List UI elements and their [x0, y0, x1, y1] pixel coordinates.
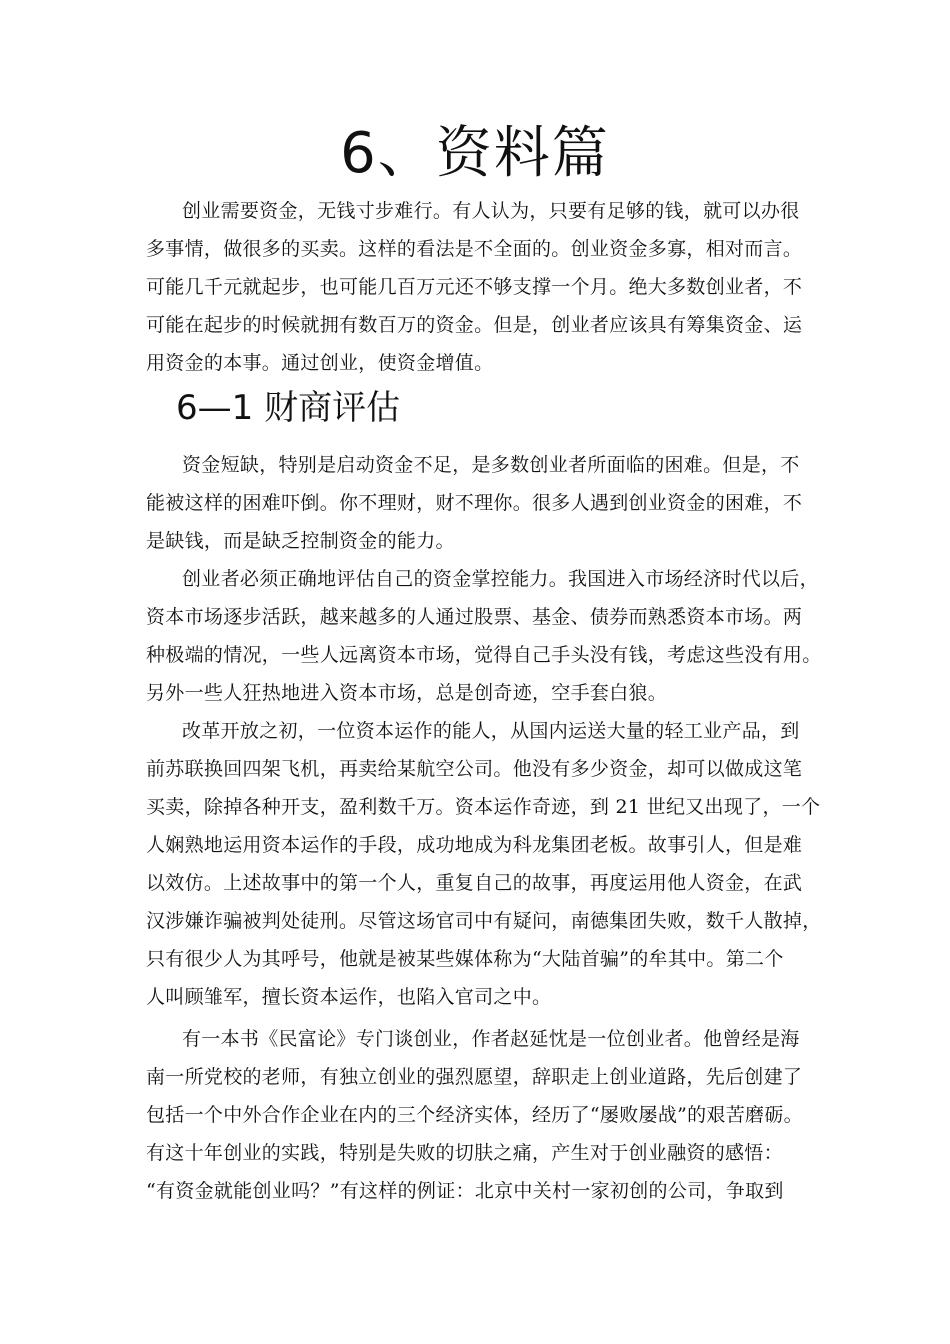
- body-line: 前苏联换回四架飞机，再卖给某航空公司。他没有多少资金，却可以做成这笔: [146, 758, 803, 780]
- intro-line: 可能在起步的时候就拥有数百万的资金。但是，创业者应该具有筹集资金、运: [146, 314, 803, 336]
- body-line: 改革开放之初，一位资本运作的能人，从国内运送大量的轻工业产品，到: [182, 720, 800, 742]
- intro-line: 用资金的本事。通过创业，使资金增值。: [146, 352, 494, 374]
- body-line: 资本市场逐步活跃，越来越多的人通过股票、基金、债券而熟悉资本市场。两: [146, 606, 803, 628]
- body-line: 以效仿。上述故事中的第一个人，重复自己的故事，再度运用他人资金，在武: [146, 872, 803, 894]
- body-line: 资金短缺，特别是启动资金不足，是多数创业者所面临的困难。但是，不: [182, 454, 800, 476]
- body-line: 另外一些人狂热地进入资本市场，总是创奇迹，空手套白狼。: [146, 682, 668, 704]
- body-line: 是缺钱，而是缺乏控制资金的能力。: [146, 530, 455, 552]
- section-heading: 6—1 财商评估: [176, 388, 401, 428]
- intro-line: 创业需要资金，无钱寸步难行。有人认为，只要有足够的钱，就可以办很: [182, 200, 800, 222]
- body-line: 能被这样的困难吓倒。你不理财，财不理你。很多人遇到创业资金的困难，不: [146, 492, 803, 514]
- body-line: 种极端的情况，一些人远离资本市场，觉得自己手头没有钱，考虑这些没有用。: [146, 644, 822, 666]
- body-line: 创业者必须正确地评估自己的资金掌控能力。我国进入市场经济时代以后，: [182, 568, 819, 590]
- body-line: 只有很少人为其呼号，他就是被某些媒体称为“大陆首骗”的牟其中。第二个: [146, 948, 784, 970]
- body-line: 南一所党校的老师，有独立创业的强烈愿望，辞职走上创业道路，先后创建了: [146, 1066, 803, 1088]
- body-line: 买卖，除掉各种开支，盈利数千万。资本运作奇迹，到 21 世纪又出现了，一个: [146, 796, 821, 818]
- body-line: 人叫顾雏军，擅长资本运作，也陷入官司之中。: [146, 986, 552, 1008]
- body-line: 有这十年创业的实践，特别是失败的切肤之痛，产生对于创业融资的感悟：: [146, 1142, 783, 1164]
- body-line: 人娴熟地运用资本运作的手段，成功地成为科龙集团老板。故事引人，但是难: [146, 834, 803, 856]
- body-line: 有一本书《民富论》专门谈创业，作者赵延忱是一位创业者。他曾经是海: [182, 1028, 800, 1050]
- body-line: “有资金就能创业吗？”有这样的例证：北京中关村一家初创的公司，争取到: [146, 1180, 784, 1202]
- intro-line: 多事情，做很多的买卖。这样的看法是不全面的。创业资金多寡，相对而言。: [146, 238, 803, 260]
- intro-line: 可能几千元就起步，也可能几百万元还不够支撑一个月。绝大多数创业者，不: [146, 276, 803, 298]
- body-line: 汉涉嫌诈骗被判处徒刑。尽管这场官司中有疑问，南德集团失败，数千人散掉，: [146, 910, 822, 932]
- body-line: 包括一个中外合作企业在内的三个经济实体，经历了“屡败屡战”的艰苦磨砺。: [146, 1104, 803, 1126]
- page-title: 6、资料篇: [340, 121, 610, 186]
